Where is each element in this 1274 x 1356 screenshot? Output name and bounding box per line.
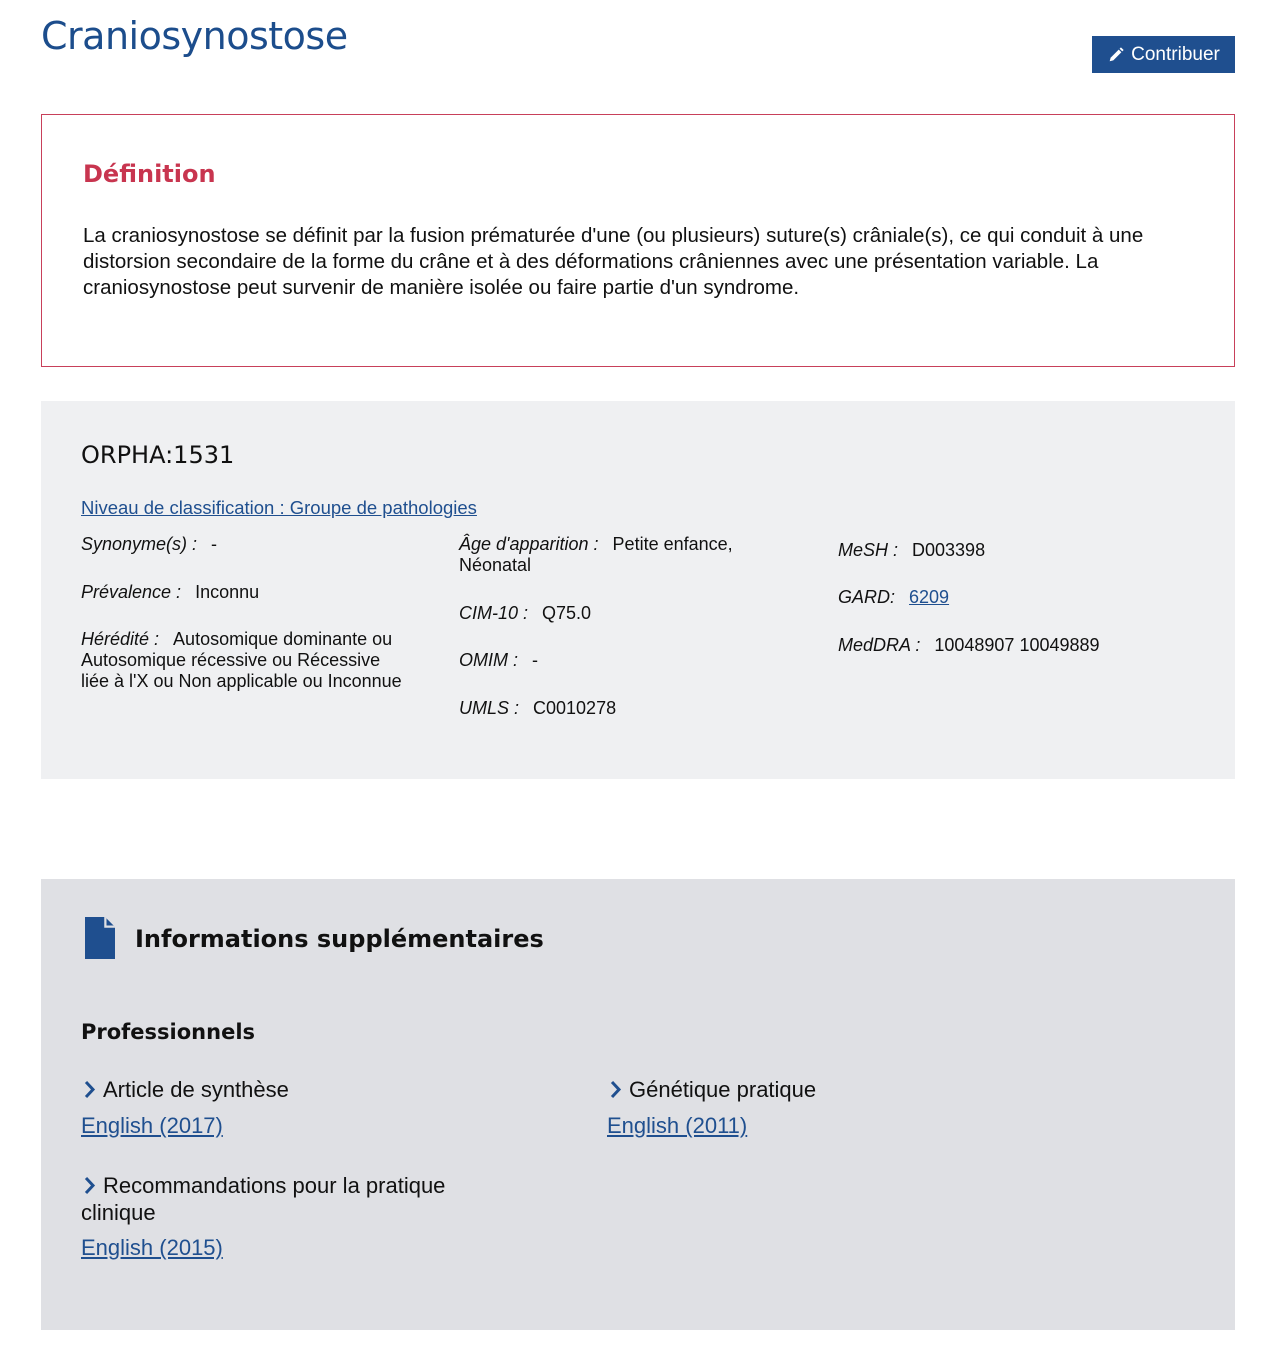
gard-field [838,587,1198,608]
heredity-field [81,629,413,692]
umls-label: UMLS : [459,698,520,718]
onset-age-label: Âge d'apparition : [459,534,599,554]
pencil-icon [1107,46,1125,64]
classification-level-link[interactable]: Niveau de classification : Groupe de pathologies [81,497,477,518]
onset-age-field [459,534,759,576]
omim-field [459,650,759,671]
resource-heading-review-article[interactable] [81,1076,501,1103]
professionals-heading: Professionnels [81,1020,256,1044]
umls-field [459,698,759,719]
meddra-value: 10048907 10049889 [934,635,1100,655]
onset-age-value: Petite enfance, Néonatal [459,534,733,575]
prevalence-label: Prévalence : [81,582,182,602]
resource-heading-clinical-guidelines[interactable] [81,1172,481,1226]
icd10-value: Q75.0 [542,603,592,623]
chevron-right-icon [81,1172,103,1199]
contribute-label: Contribuer [1131,43,1220,65]
mesh-value: D003398 [912,540,986,560]
document-icon [85,917,115,959]
omim-value: - [532,650,538,670]
supplementary-title: Informations supplémentaires [135,925,544,953]
resource-link-clinical-guidelines[interactable]: English (2015) [81,1235,223,1260]
definition-text: La craniosynostose se définit par la fusion prématurée d'une (ou plusieurs) suture(s) crâniale(s), ce qui conduit à une distorsion secondaire de la forme du crâne et à des déformations crâniennes avec une présentation variable. La craniosynostose peut survenir de manière isolée ou faire partie d'un syndrome. [83,224,1144,299]
contribute-button[interactable] [1092,36,1235,73]
orpha-code: ORPHA:1531 [81,441,235,469]
synonyms-label: Synonyme(s) : [81,534,198,554]
resource-heading-label: Recommandations pour la pratique clinique [81,1173,446,1225]
chevron-right-icon [81,1076,103,1103]
omim-label: OMIM : [459,650,518,670]
resource-link-review-article[interactable]: English (2017) [81,1113,223,1138]
meddra-label: MedDRA : [838,635,921,655]
resource-heading-label: Génétique pratique [629,1077,817,1102]
gard-label: GARD: [838,587,896,607]
icd10-label: CIM-10 : [459,603,529,623]
gard-link[interactable]: 6209 [909,587,950,607]
meddra-field [838,635,1198,656]
resource-heading-practical-genetics[interactable] [607,1076,1027,1103]
mesh-field [838,540,1198,561]
disease-info-panel [41,401,1235,779]
definition-panel [41,114,1235,367]
umls-value: C0010278 [533,698,617,718]
prevalence-value: Inconnu [195,582,260,602]
resource-heading-label: Article de synthèse [103,1077,289,1102]
supplementary-info-panel [41,879,1235,1330]
definition-heading: Définition [83,160,216,188]
icd10-field [459,603,759,624]
heredity-value: Autosomique dominante ou Autosomique récessive ou Récessive liée à l'X ou Non applicable ou Inconnue [81,629,402,691]
heredity-label: Hérédité : [81,629,160,649]
chevron-right-icon [607,1076,629,1103]
resource-link-practical-genetics[interactable]: English (2011) [607,1113,748,1138]
mesh-label: MeSH : [838,540,899,560]
synonyms-field [81,534,421,555]
prevalence-field [81,582,421,603]
page-title: Craniosynostose [41,14,348,58]
synonyms-value: - [211,534,218,554]
